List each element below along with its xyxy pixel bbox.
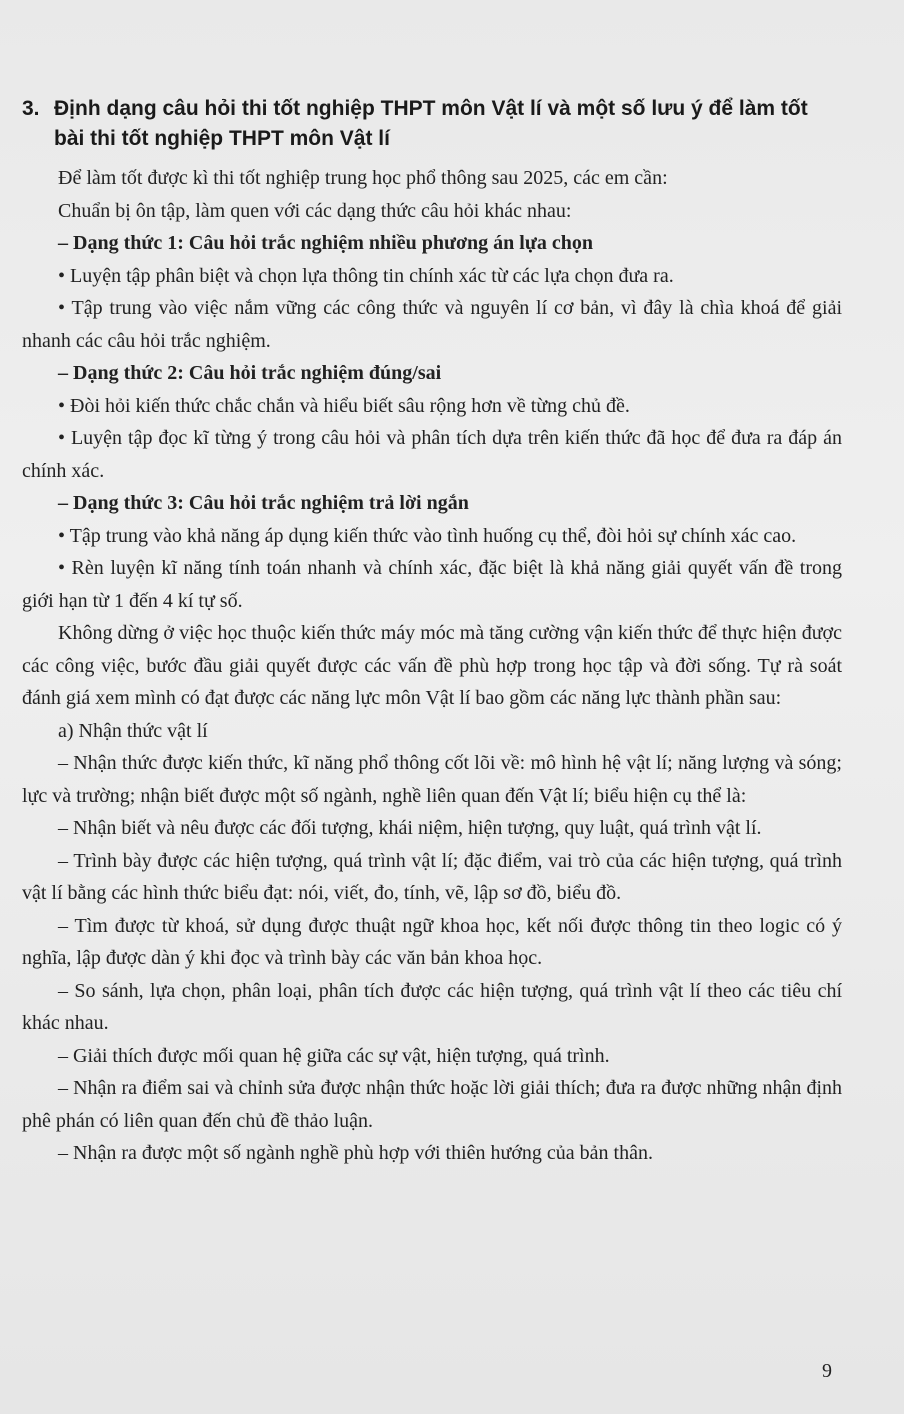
section-title-line2: bài thi tốt nghiệp THPT môn Vật lí	[54, 127, 390, 150]
list-item: – Giải thích được mối quan hệ giữa các sự vật, hiện tượng, quá trình.	[58, 1044, 610, 1067]
format1-bullet-2: • Tập trung vào việc nắm vững các công thức và nguyên lí cơ bản, vì đây là chìa khoá để giải nhanh các câu hỏi trắc nghiệm.	[22, 297, 842, 352]
format2-bullet-2: • Luyện tập đọc kĩ từng ý trong câu hỏi và phân tích dựa trên kiến thức đã học để đưa ra đáp án chính xác.	[22, 427, 842, 482]
format3-bullet-2: • Rèn luyện kĩ năng tính toán nhanh và chính xác, đặc biệt là khả năng giải quyết vấn đề trong giới hạn từ 1 đến 4 kí tự số.	[22, 557, 842, 612]
list-item: – Nhận ra điểm sai và chỉnh sửa được nhận thức hoặc lời giải thích; đưa ra được những nhận định phê phán có liên quan đến chủ đề thảo luận.	[22, 1077, 842, 1132]
format3-title: – Dạng thức 3: Câu hỏi trắc nghiệm trả lời ngắn	[58, 492, 469, 514]
format2-title: – Dạng thức 2: Câu hỏi trắc nghiệm đúng/sai	[58, 362, 442, 384]
list-item: – Nhận ra được một số ngành nghề phù hợp với thiên hướng của bản thân.	[58, 1142, 653, 1164]
section-heading	[22, 94, 852, 154]
section-title-line1: Định dạng câu hỏi thi tốt nghiệp THPT môn Vật lí và một số lưu ý để làm tốt	[54, 97, 808, 120]
format1-title: – Dạng thức 1: Câu hỏi trắc nghiệm nhiều phương án lựa chọn	[58, 232, 593, 254]
subheading-a: a) Nhận thức vật lí	[58, 719, 208, 742]
format2-bullet-1: • Đòi hỏi kiến thức chắc chắn và hiểu biết sâu rộng hơn về từng chủ đề.	[58, 394, 630, 417]
format3-bullet-1: • Tập trung vào khả năng áp dụng kiến thức vào tình huống cụ thể, đòi hỏi sự chính xác cao.	[58, 524, 797, 547]
body-text	[22, 162, 842, 1170]
list-item: – Tìm được từ khoá, sử dụng được thuật ngữ khoa học, kết nối được thông tin theo logic có ý nghĩa, lập được dàn ý khi đọc và trình bày các văn bản khoa học.	[22, 914, 842, 969]
page-number: 9	[822, 1360, 832, 1382]
list-item: – So sánh, lựa chọn, phân loại, phân tích được các hiện tượng, quá trình vật lí theo các tiêu chí khác nhau.	[22, 979, 842, 1034]
paragraph-intro: Để làm tốt được kì thi tốt nghiệp trung học phổ thông sau 2025, các em cần:	[58, 167, 668, 189]
list-item: – Nhận biết và nêu được các đối tượng, khái niệm, hiện tượng, quy luật, quá trình vật lí.	[58, 817, 762, 839]
list-item: – Nhận thức được kiến thức, kĩ năng phổ thông cốt lõi về: mô hình hệ vật lí; năng lượng và sóng; lực và trường; nhận biết được một số ngành, nghề liên quan đến Vật lí; biểu hiện cụ thể là:	[22, 752, 842, 807]
paragraph-prepare: Chuẩn bị ôn tập, làm quen với các dạng thức câu hỏi khác nhau:	[58, 199, 572, 222]
paragraph-beyond: Không dừng ở việc học thuộc kiến thức máy móc mà tăng cường vận kiến thức để thực hiện được các công việc, bước đầu giải quyết được các vấn đề phù hợp trong học tập và đời sống. Tự rà soát đánh giá xem mình có đạt được các năng lực môn Vật lí bao gồm các năng lực thành phần sau:	[22, 622, 842, 709]
section-number: 3.	[22, 97, 40, 120]
format1-bullet-1: • Luyện tập phân biệt và chọn lựa thông tin chính xác từ các lựa chọn đưa ra.	[58, 264, 674, 287]
list-item: – Trình bày được các hiện tượng, quá trình vật lí; đặc điểm, vai trò của các hiện tượng, quá trình vật lí bằng các hình thức biểu đạt: nói, viết, đo, tính, vẽ, lập sơ đồ, biểu đồ.	[22, 849, 842, 904]
section-heading-line1	[22, 94, 852, 124]
